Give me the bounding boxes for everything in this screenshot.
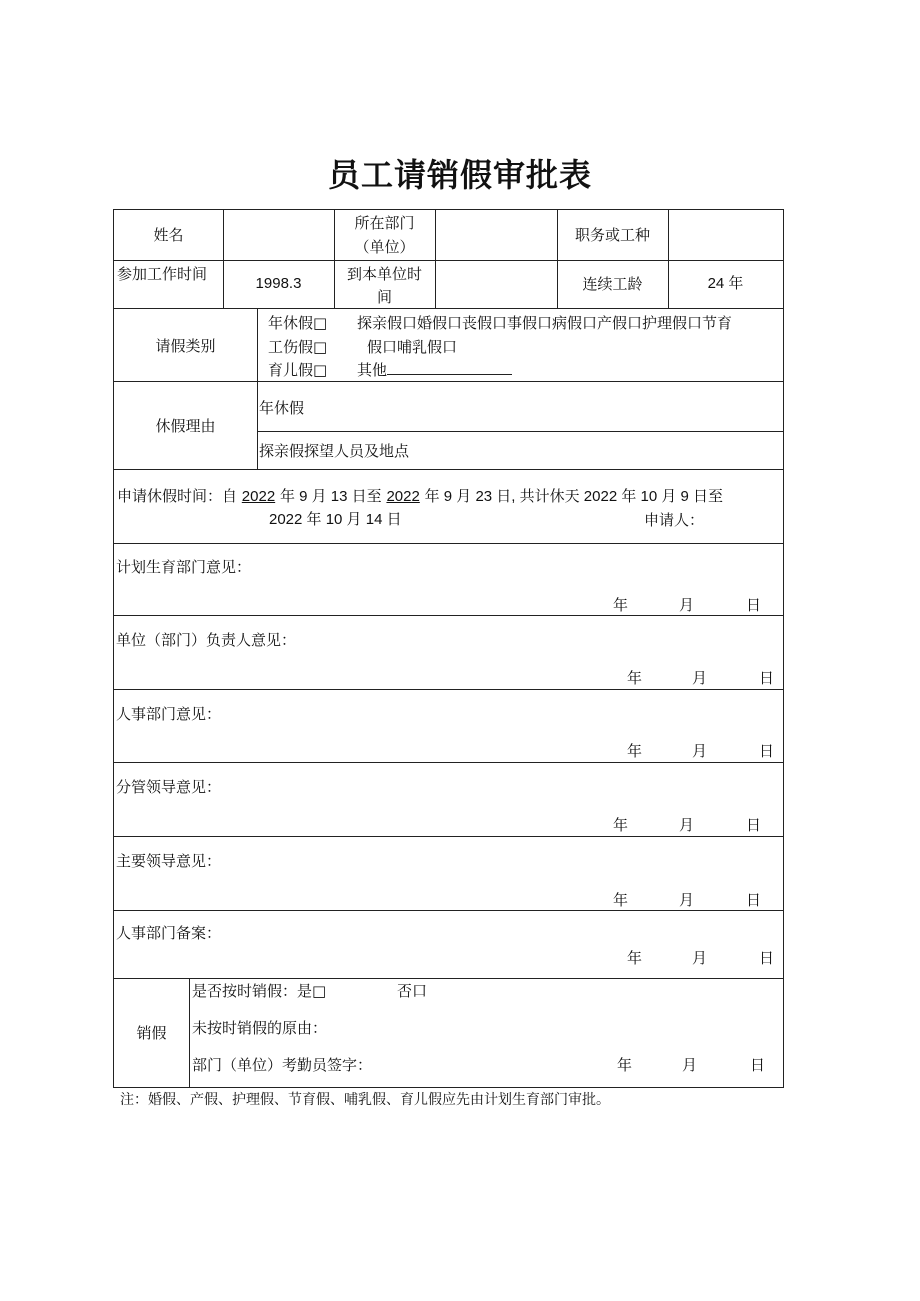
- cancel-reason: 未按时销假的原由：: [192, 1019, 328, 1037]
- leave-other-blank[interactable]: [387, 360, 512, 375]
- date-year: 年: [613, 891, 629, 909]
- cancel-sign: 部门（单位）考勤员签字：: [192, 1056, 373, 1074]
- footnote: 注：婚假、产假、护理假、节育假、哺乳假、育儿假应先由计划生育部门审批。: [120, 1092, 610, 1108]
- date-year: 年: [613, 596, 629, 614]
- seniority-label: 连续工龄: [582, 275, 643, 293]
- row-divider: [114, 689, 783, 690]
- leave-options-line[interactable]: 假口哺乳假口: [367, 338, 458, 356]
- request-start-year[interactable]: 2022: [241, 488, 276, 505]
- cancel-label: 销假: [136, 1024, 167, 1042]
- row-divider: [114, 469, 783, 470]
- reason-annual[interactable]: 年休假: [259, 399, 305, 417]
- seniority-value[interactable]: 24 年: [707, 275, 744, 292]
- date-month: 月: [679, 816, 695, 834]
- date-month: 月: [679, 596, 695, 614]
- date-year: 年: [627, 742, 643, 760]
- leave-option[interactable]: 育儿假□: [268, 361, 328, 379]
- work-start-value[interactable]: 1998.3: [255, 275, 302, 292]
- row-divider: [114, 543, 783, 544]
- request-end-year[interactable]: 2022: [386, 488, 420, 505]
- date-month: 月: [692, 949, 708, 967]
- row-divider: [114, 910, 783, 911]
- reason-label: 休假理由: [155, 417, 216, 435]
- date-month: 月: [679, 891, 695, 909]
- date-day: 日: [746, 596, 762, 614]
- col-divider: [257, 308, 258, 469]
- row-divider: [114, 308, 783, 309]
- dept-label: 所在部门: [354, 214, 415, 232]
- date-day: 日: [759, 949, 775, 967]
- row-divider: [114, 978, 783, 979]
- leave-option[interactable]: 年休假□: [268, 314, 328, 332]
- form-title: 员工请销假审批表: [327, 156, 592, 194]
- row-divider: [114, 615, 783, 616]
- col-divider: [435, 210, 436, 308]
- cancel-ontime-no[interactable]: 否口: [397, 982, 428, 1000]
- row-divider: [114, 762, 783, 763]
- leave-type-label: 请假类别: [155, 337, 216, 355]
- leave-other[interactable]: [357, 360, 512, 380]
- opinion-family-planning: 计划生育部门意见：: [116, 558, 252, 576]
- date-year: 年: [613, 816, 629, 834]
- request-period: [117, 486, 723, 507]
- leave-other-label: 其他: [357, 361, 388, 379]
- date-year: 年: [627, 669, 643, 687]
- row-divider: [257, 431, 783, 432]
- row-divider: [114, 260, 783, 261]
- work-start-label: 参加工作时间: [117, 265, 208, 283]
- date-day: 日: [759, 742, 775, 760]
- hr-record: 人事部门备案：: [116, 924, 222, 942]
- dept-label: （单位）: [354, 238, 415, 256]
- opinion-unit-head: 单位（部门）负责人意见：: [116, 631, 297, 649]
- date-day: 日: [746, 816, 762, 834]
- request-line2: 2022 年 10 月 14 日: [269, 511, 402, 528]
- date-year: 年: [627, 949, 643, 967]
- request-end-date: 年 9 月 23 日, 共计休天 2022 年 10 月 9 日至: [424, 488, 724, 505]
- reason-family-visit[interactable]: 探亲假探望人员及地点: [259, 442, 410, 460]
- date-month: 月: [692, 669, 708, 687]
- request-start-date: 年 9 月 13 日至: [279, 488, 382, 505]
- date-month: 月: [692, 742, 708, 760]
- position-label: 职务或工种: [574, 226, 650, 244]
- leave-approval-form: [113, 209, 784, 1088]
- applicant-label: 申请人：: [644, 511, 705, 529]
- opinion-hr: 人事部门意见：: [116, 705, 222, 723]
- date-day: 日: [750, 1056, 766, 1074]
- date-day: 日: [759, 669, 775, 687]
- leave-option[interactable]: 工伤假□: [268, 338, 328, 356]
- opinion-supervising-leader: 分管领导意见：: [116, 778, 222, 796]
- arrive-label: 到本单位时: [346, 265, 422, 283]
- date-month: 月: [682, 1056, 698, 1074]
- opinion-main-leader: 主要领导意见：: [116, 852, 222, 870]
- cancel-ontime-yes[interactable]: 是否按时销假：是□: [192, 982, 327, 1000]
- leave-options-line[interactable]: 探亲假口婚假口丧假口事假口病假口产假口护理假口节育: [357, 314, 733, 332]
- row-divider: [114, 381, 783, 382]
- request-prefix: 申请休假时间：自: [117, 487, 238, 505]
- date-year: 年: [617, 1056, 633, 1074]
- arrive-label: 间: [376, 288, 392, 306]
- row-divider: [114, 836, 783, 837]
- col-divider: [189, 978, 190, 1088]
- date-day: 日: [746, 891, 762, 909]
- name-label: 姓名: [153, 226, 184, 244]
